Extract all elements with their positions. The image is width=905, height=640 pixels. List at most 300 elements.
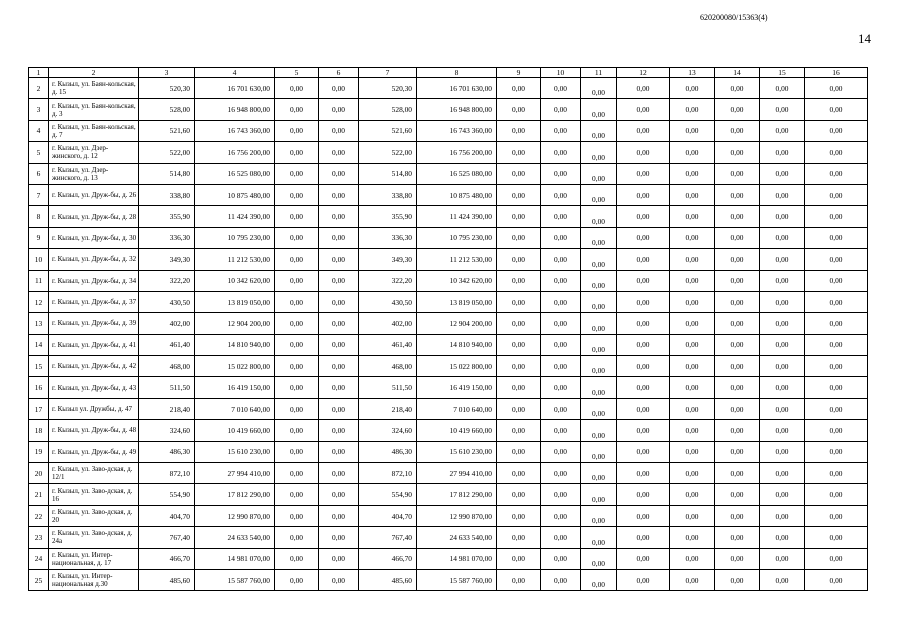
value-cell: 0,00 bbox=[275, 120, 319, 141]
value-cell: 0,00 bbox=[670, 99, 715, 120]
value-cell: 0,00 bbox=[805, 313, 868, 334]
value-cell: 0,00 bbox=[670, 548, 715, 569]
value-cell: 0,00 bbox=[319, 334, 359, 355]
value-cell: 0,00 bbox=[319, 420, 359, 441]
table-body bbox=[29, 78, 868, 591]
value-cell: 0,00 bbox=[497, 527, 541, 548]
value-cell: 0,00 bbox=[760, 270, 805, 291]
value-cell: 0,00 bbox=[670, 184, 715, 205]
table-row bbox=[29, 463, 868, 484]
table-row bbox=[29, 227, 868, 248]
value-cell: 0,00 bbox=[319, 249, 359, 270]
value-cell: 486,30 bbox=[359, 441, 417, 462]
value-cell: 0,00 bbox=[760, 249, 805, 270]
value-cell: 0,00 bbox=[319, 142, 359, 163]
value-cell: 0,00 bbox=[541, 184, 581, 205]
value-cell: 0,00 bbox=[670, 484, 715, 505]
value-cell: 0,00 bbox=[715, 356, 760, 377]
address-cell: г. Кызыл, ул. Баян-кольская, д. 15 bbox=[49, 78, 139, 99]
column-header: 4 bbox=[195, 68, 275, 78]
value-cell: 0,00 bbox=[715, 420, 760, 441]
address-cell: г. Кызыл, ул. Друж-бы, д. 28 bbox=[49, 206, 139, 227]
value-cell: 0,00 bbox=[581, 527, 617, 548]
value-cell: 872,10 bbox=[359, 463, 417, 484]
value-cell: 0,00 bbox=[805, 548, 868, 569]
value-cell: 0,00 bbox=[581, 548, 617, 569]
value-cell: 0,00 bbox=[805, 99, 868, 120]
value-cell: 514,80 bbox=[359, 163, 417, 184]
value-cell: 0,00 bbox=[760, 420, 805, 441]
table-row bbox=[29, 99, 868, 120]
value-cell: 11 424 390,00 bbox=[417, 206, 497, 227]
value-cell: 0,00 bbox=[275, 184, 319, 205]
value-cell: 0,00 bbox=[715, 313, 760, 334]
value-cell: 0,00 bbox=[715, 78, 760, 99]
address-cell: г. Кызыл, ул. Друж-бы, д. 42 bbox=[49, 356, 139, 377]
value-cell: 0,00 bbox=[805, 142, 868, 163]
table-row bbox=[29, 505, 868, 526]
value-cell: 0,00 bbox=[275, 356, 319, 377]
value-cell: 0,00 bbox=[581, 99, 617, 120]
value-cell: 349,30 bbox=[139, 249, 195, 270]
value-cell: 10 342 620,00 bbox=[417, 270, 497, 291]
value-cell: 0,00 bbox=[319, 163, 359, 184]
table-row bbox=[29, 527, 868, 548]
value-cell: 10 795 230,00 bbox=[195, 227, 275, 248]
value-cell: 0,00 bbox=[670, 313, 715, 334]
value-cell: 522,00 bbox=[359, 142, 417, 163]
table-row bbox=[29, 78, 868, 99]
value-cell: 0,00 bbox=[497, 420, 541, 441]
value-cell: 0,00 bbox=[715, 441, 760, 462]
value-cell: 15 587 760,00 bbox=[195, 569, 275, 590]
value-cell: 0,00 bbox=[715, 142, 760, 163]
column-header: 15 bbox=[760, 68, 805, 78]
value-cell: 0,00 bbox=[617, 291, 670, 312]
value-cell: 14 981 070,00 bbox=[195, 548, 275, 569]
row-number-cell: 12 bbox=[29, 291, 49, 312]
value-cell: 0,00 bbox=[617, 334, 670, 355]
row-number-cell: 14 bbox=[29, 334, 49, 355]
value-cell: 16 419 150,00 bbox=[195, 377, 275, 398]
value-cell: 0,00 bbox=[805, 227, 868, 248]
value-cell: 16 743 360,00 bbox=[195, 120, 275, 141]
value-cell: 511,50 bbox=[359, 377, 417, 398]
value-cell: 0,00 bbox=[319, 356, 359, 377]
value-cell: 0,00 bbox=[275, 527, 319, 548]
address-cell: г. Кызыл, ул. Друж-бы, д. 49 bbox=[49, 441, 139, 462]
value-cell: 322,20 bbox=[139, 270, 195, 291]
value-cell: 0,00 bbox=[497, 99, 541, 120]
value-cell: 14 810 940,00 bbox=[195, 334, 275, 355]
value-cell: 767,40 bbox=[359, 527, 417, 548]
value-cell: 0,00 bbox=[275, 441, 319, 462]
value-cell: 0,00 bbox=[581, 206, 617, 227]
value-cell: 338,80 bbox=[359, 184, 417, 205]
value-cell: 0,00 bbox=[541, 356, 581, 377]
value-cell: 0,00 bbox=[805, 463, 868, 484]
table-row bbox=[29, 313, 868, 334]
value-cell: 0,00 bbox=[581, 420, 617, 441]
value-cell: 0,00 bbox=[319, 569, 359, 590]
value-cell: 0,00 bbox=[541, 398, 581, 419]
value-cell: 0,00 bbox=[670, 569, 715, 590]
value-cell: 0,00 bbox=[581, 291, 617, 312]
row-number-cell: 22 bbox=[29, 505, 49, 526]
table-row bbox=[29, 420, 868, 441]
value-cell: 24 633 540,00 bbox=[195, 527, 275, 548]
value-cell: 0,00 bbox=[805, 206, 868, 227]
value-cell: 0,00 bbox=[805, 484, 868, 505]
value-cell: 0,00 bbox=[670, 377, 715, 398]
value-cell: 0,00 bbox=[760, 377, 805, 398]
value-cell: 0,00 bbox=[581, 249, 617, 270]
value-cell: 0,00 bbox=[581, 463, 617, 484]
column-header: 6 bbox=[319, 68, 359, 78]
value-cell: 0,00 bbox=[541, 377, 581, 398]
value-cell: 404,70 bbox=[139, 505, 195, 526]
value-cell: 0,00 bbox=[581, 184, 617, 205]
value-cell: 0,00 bbox=[715, 398, 760, 419]
value-cell: 336,30 bbox=[139, 227, 195, 248]
value-cell: 0,00 bbox=[760, 313, 805, 334]
value-cell: 0,00 bbox=[760, 398, 805, 419]
value-cell: 0,00 bbox=[715, 291, 760, 312]
value-cell: 0,00 bbox=[715, 249, 760, 270]
value-cell: 0,00 bbox=[617, 441, 670, 462]
value-cell: 0,00 bbox=[275, 291, 319, 312]
value-cell: 0,00 bbox=[581, 377, 617, 398]
row-number-cell: 20 bbox=[29, 463, 49, 484]
value-cell: 0,00 bbox=[497, 142, 541, 163]
table-row bbox=[29, 484, 868, 505]
value-cell: 0,00 bbox=[497, 548, 541, 569]
row-number-cell: 18 bbox=[29, 420, 49, 441]
value-cell: 520,30 bbox=[359, 78, 417, 99]
value-cell: 0,00 bbox=[670, 291, 715, 312]
row-number-cell: 4 bbox=[29, 120, 49, 141]
value-cell: 0,00 bbox=[670, 270, 715, 291]
column-header: 9 bbox=[497, 68, 541, 78]
value-cell: 0,00 bbox=[275, 334, 319, 355]
column-header: 3 bbox=[139, 68, 195, 78]
value-cell: 0,00 bbox=[715, 120, 760, 141]
address-cell: г. Кызыл, ул. Друж-бы, д. 48 bbox=[49, 420, 139, 441]
value-cell: 0,00 bbox=[319, 120, 359, 141]
value-cell: 0,00 bbox=[319, 313, 359, 334]
value-cell: 0,00 bbox=[805, 356, 868, 377]
value-cell: 15 610 230,00 bbox=[417, 441, 497, 462]
value-cell: 0,00 bbox=[581, 569, 617, 590]
row-number-cell: 8 bbox=[29, 206, 49, 227]
value-cell: 0,00 bbox=[319, 484, 359, 505]
row-number-cell: 25 bbox=[29, 569, 49, 590]
value-cell: 468,00 bbox=[139, 356, 195, 377]
table-row bbox=[29, 441, 868, 462]
column-header: 8 bbox=[417, 68, 497, 78]
value-cell: 17 812 290,00 bbox=[195, 484, 275, 505]
value-cell: 0,00 bbox=[581, 78, 617, 99]
value-cell: 0,00 bbox=[541, 527, 581, 548]
value-cell: 14 981 070,00 bbox=[417, 548, 497, 569]
value-cell: 17 812 290,00 bbox=[417, 484, 497, 505]
value-cell: 0,00 bbox=[760, 527, 805, 548]
value-cell: 0,00 bbox=[497, 356, 541, 377]
value-cell: 522,00 bbox=[139, 142, 195, 163]
value-cell: 468,00 bbox=[359, 356, 417, 377]
address-cell: г. Кызыл, ул. Друж-бы, д. 39 bbox=[49, 313, 139, 334]
page-number: 14 bbox=[858, 31, 871, 46]
value-cell: 404,70 bbox=[359, 505, 417, 526]
row-number-cell: 6 bbox=[29, 163, 49, 184]
value-cell: 0,00 bbox=[670, 441, 715, 462]
value-cell: 27 994 410,00 bbox=[195, 463, 275, 484]
value-cell: 0,00 bbox=[617, 120, 670, 141]
value-cell: 485,60 bbox=[139, 569, 195, 590]
value-cell: 16 701 630,00 bbox=[417, 78, 497, 99]
value-cell: 554,90 bbox=[139, 484, 195, 505]
table-row bbox=[29, 163, 868, 184]
value-cell: 0,00 bbox=[581, 270, 617, 291]
row-number-cell: 13 bbox=[29, 313, 49, 334]
value-cell: 0,00 bbox=[497, 569, 541, 590]
value-cell: 0,00 bbox=[805, 569, 868, 590]
value-cell: 16 525 080,00 bbox=[417, 163, 497, 184]
value-cell: 0,00 bbox=[617, 313, 670, 334]
value-cell: 0,00 bbox=[805, 78, 868, 99]
value-cell: 16 756 200,00 bbox=[195, 142, 275, 163]
value-cell: 336,30 bbox=[359, 227, 417, 248]
value-cell: 0,00 bbox=[805, 291, 868, 312]
value-cell: 0,00 bbox=[497, 227, 541, 248]
value-cell: 0,00 bbox=[715, 334, 760, 355]
value-cell: 0,00 bbox=[581, 441, 617, 462]
value-cell: 27 994 410,00 bbox=[417, 463, 497, 484]
value-cell: 0,00 bbox=[541, 463, 581, 484]
value-cell: 0,00 bbox=[275, 142, 319, 163]
value-cell: 0,00 bbox=[617, 398, 670, 419]
value-cell: 0,00 bbox=[497, 249, 541, 270]
address-cell: г. Кызыл, ул. Дзер-жинского, д. 13 bbox=[49, 163, 139, 184]
column-header: 1 bbox=[29, 68, 49, 78]
value-cell: 11 424 390,00 bbox=[195, 206, 275, 227]
value-cell: 0,00 bbox=[617, 569, 670, 590]
address-cell: г. Кызыл, ул. Друж-бы, д. 37 bbox=[49, 291, 139, 312]
table-row bbox=[29, 548, 868, 569]
value-cell: 0,00 bbox=[275, 78, 319, 99]
value-cell: 0,00 bbox=[497, 484, 541, 505]
value-cell: 0,00 bbox=[275, 420, 319, 441]
value-cell: 0,00 bbox=[617, 142, 670, 163]
column-number-row bbox=[29, 68, 868, 78]
value-cell: 0,00 bbox=[275, 377, 319, 398]
value-cell: 466,70 bbox=[139, 548, 195, 569]
value-cell: 461,40 bbox=[359, 334, 417, 355]
value-cell: 0,00 bbox=[805, 398, 868, 419]
value-cell: 24 633 540,00 bbox=[417, 527, 497, 548]
address-cell: г. Кызыл, ул. Заво-дская, д. 24а bbox=[49, 527, 139, 548]
value-cell: 15 022 800,00 bbox=[195, 356, 275, 377]
value-cell: 16 701 630,00 bbox=[195, 78, 275, 99]
value-cell: 0,00 bbox=[760, 227, 805, 248]
value-cell: 0,00 bbox=[319, 505, 359, 526]
value-cell: 521,60 bbox=[359, 120, 417, 141]
value-cell: 0,00 bbox=[581, 398, 617, 419]
value-cell: 0,00 bbox=[670, 527, 715, 548]
value-cell: 0,00 bbox=[541, 484, 581, 505]
value-cell: 0,00 bbox=[275, 505, 319, 526]
column-header: 5 bbox=[275, 68, 319, 78]
value-cell: 0,00 bbox=[497, 270, 541, 291]
table-row bbox=[29, 356, 868, 377]
value-cell: 324,60 bbox=[139, 420, 195, 441]
value-cell: 0,00 bbox=[541, 569, 581, 590]
value-cell: 0,00 bbox=[581, 484, 617, 505]
value-cell: 0,00 bbox=[670, 334, 715, 355]
value-cell: 0,00 bbox=[617, 78, 670, 99]
table-row bbox=[29, 569, 868, 590]
value-cell: 0,00 bbox=[497, 377, 541, 398]
value-cell: 0,00 bbox=[760, 569, 805, 590]
value-cell: 0,00 bbox=[275, 463, 319, 484]
value-cell: 461,40 bbox=[139, 334, 195, 355]
value-cell: 0,00 bbox=[617, 548, 670, 569]
value-cell: 0,00 bbox=[275, 249, 319, 270]
value-cell: 0,00 bbox=[581, 356, 617, 377]
value-cell: 0,00 bbox=[760, 142, 805, 163]
value-cell: 0,00 bbox=[275, 548, 319, 569]
value-cell: 0,00 bbox=[319, 463, 359, 484]
value-cell: 0,00 bbox=[541, 227, 581, 248]
column-header: 2 bbox=[49, 68, 139, 78]
value-cell: 0,00 bbox=[497, 206, 541, 227]
value-cell: 0,00 bbox=[497, 163, 541, 184]
table-row bbox=[29, 206, 868, 227]
value-cell: 0,00 bbox=[617, 527, 670, 548]
value-cell: 324,60 bbox=[359, 420, 417, 441]
address-cell: г. Кызыл, ул. Баян-кольская, д. 3 bbox=[49, 99, 139, 120]
value-cell: 16 743 360,00 bbox=[417, 120, 497, 141]
row-number-cell: 3 bbox=[29, 99, 49, 120]
value-cell: 0,00 bbox=[541, 142, 581, 163]
column-header: 14 bbox=[715, 68, 760, 78]
value-cell: 7 010 640,00 bbox=[417, 398, 497, 419]
table-row bbox=[29, 377, 868, 398]
value-cell: 0,00 bbox=[715, 206, 760, 227]
value-cell: 0,00 bbox=[670, 463, 715, 484]
document-number: 620200080/15363(4) bbox=[700, 13, 768, 22]
value-cell: 0,00 bbox=[760, 505, 805, 526]
value-cell: 0,00 bbox=[319, 270, 359, 291]
value-cell: 0,00 bbox=[670, 120, 715, 141]
value-cell: 10 795 230,00 bbox=[417, 227, 497, 248]
column-header: 7 bbox=[359, 68, 417, 78]
address-cell: г. Кызыл, ул. Баян-кольская, д. 7 bbox=[49, 120, 139, 141]
value-cell: 0,00 bbox=[760, 334, 805, 355]
value-cell: 0,00 bbox=[617, 184, 670, 205]
address-cell: г. Кызыл, ул. Заво-дская, д. 20 bbox=[49, 505, 139, 526]
address-cell: г. Кызыл, ул. Друж-бы, д. 41 bbox=[49, 334, 139, 355]
value-cell: 0,00 bbox=[497, 463, 541, 484]
value-cell: 0,00 bbox=[541, 505, 581, 526]
value-cell: 0,00 bbox=[497, 313, 541, 334]
value-cell: 528,00 bbox=[359, 99, 417, 120]
value-cell: 511,50 bbox=[139, 377, 195, 398]
value-cell: 0,00 bbox=[541, 270, 581, 291]
value-cell: 0,00 bbox=[760, 163, 805, 184]
value-cell: 0,00 bbox=[541, 120, 581, 141]
value-cell: 0,00 bbox=[319, 99, 359, 120]
value-cell: 0,00 bbox=[275, 398, 319, 419]
value-cell: 0,00 bbox=[275, 206, 319, 227]
table-row bbox=[29, 249, 868, 270]
value-cell: 0,00 bbox=[541, 441, 581, 462]
value-cell: 0,00 bbox=[581, 120, 617, 141]
value-cell: 0,00 bbox=[617, 356, 670, 377]
row-number-cell: 15 bbox=[29, 356, 49, 377]
value-cell: 0,00 bbox=[715, 163, 760, 184]
housing-table bbox=[28, 67, 868, 591]
value-cell: 0,00 bbox=[670, 249, 715, 270]
value-cell: 0,00 bbox=[541, 249, 581, 270]
value-cell: 16 948 800,00 bbox=[195, 99, 275, 120]
table-row bbox=[29, 184, 868, 205]
value-cell: 0,00 bbox=[805, 527, 868, 548]
table-row bbox=[29, 142, 868, 163]
value-cell: 12 990 870,00 bbox=[195, 505, 275, 526]
value-cell: 16 948 800,00 bbox=[417, 99, 497, 120]
value-cell: 0,00 bbox=[617, 270, 670, 291]
address-cell: г. Кызыл, ул. Друж-бы, д. 30 bbox=[49, 227, 139, 248]
address-cell: г. Кызыл, ул. Заво-дская, д. 16 bbox=[49, 484, 139, 505]
value-cell: 0,00 bbox=[497, 398, 541, 419]
row-number-cell: 19 bbox=[29, 441, 49, 462]
value-cell: 0,00 bbox=[581, 505, 617, 526]
table-row bbox=[29, 334, 868, 355]
address-cell: г. Кызыл ул. Дружбы, д. 47 bbox=[49, 398, 139, 419]
address-cell: г. Кызыл, ул. Друж-бы, д. 26 bbox=[49, 184, 139, 205]
value-cell: 0,00 bbox=[541, 206, 581, 227]
value-cell: 355,90 bbox=[359, 206, 417, 227]
value-cell: 10 875 480,00 bbox=[417, 184, 497, 205]
value-cell: 0,00 bbox=[670, 227, 715, 248]
value-cell: 0,00 bbox=[497, 441, 541, 462]
value-cell: 0,00 bbox=[805, 334, 868, 355]
value-cell: 0,00 bbox=[760, 356, 805, 377]
value-cell: 0,00 bbox=[715, 377, 760, 398]
value-cell: 349,30 bbox=[359, 249, 417, 270]
address-cell: г. Кызыл, ул. Друж-бы, д. 32 bbox=[49, 249, 139, 270]
value-cell: 218,40 bbox=[359, 398, 417, 419]
value-cell: 0,00 bbox=[541, 163, 581, 184]
value-cell: 0,00 bbox=[275, 163, 319, 184]
value-cell: 10 419 660,00 bbox=[195, 420, 275, 441]
value-cell: 0,00 bbox=[805, 377, 868, 398]
value-cell: 0,00 bbox=[581, 163, 617, 184]
value-cell: 554,90 bbox=[359, 484, 417, 505]
value-cell: 0,00 bbox=[670, 356, 715, 377]
value-cell: 0,00 bbox=[760, 291, 805, 312]
value-cell: 0,00 bbox=[581, 334, 617, 355]
row-number-cell: 9 bbox=[29, 227, 49, 248]
value-cell: 0,00 bbox=[319, 227, 359, 248]
row-number-cell: 17 bbox=[29, 398, 49, 419]
value-cell: 0,00 bbox=[617, 249, 670, 270]
value-cell: 15 022 800,00 bbox=[417, 356, 497, 377]
value-cell: 14 810 940,00 bbox=[417, 334, 497, 355]
row-number-cell: 11 bbox=[29, 270, 49, 291]
value-cell: 0,00 bbox=[275, 569, 319, 590]
